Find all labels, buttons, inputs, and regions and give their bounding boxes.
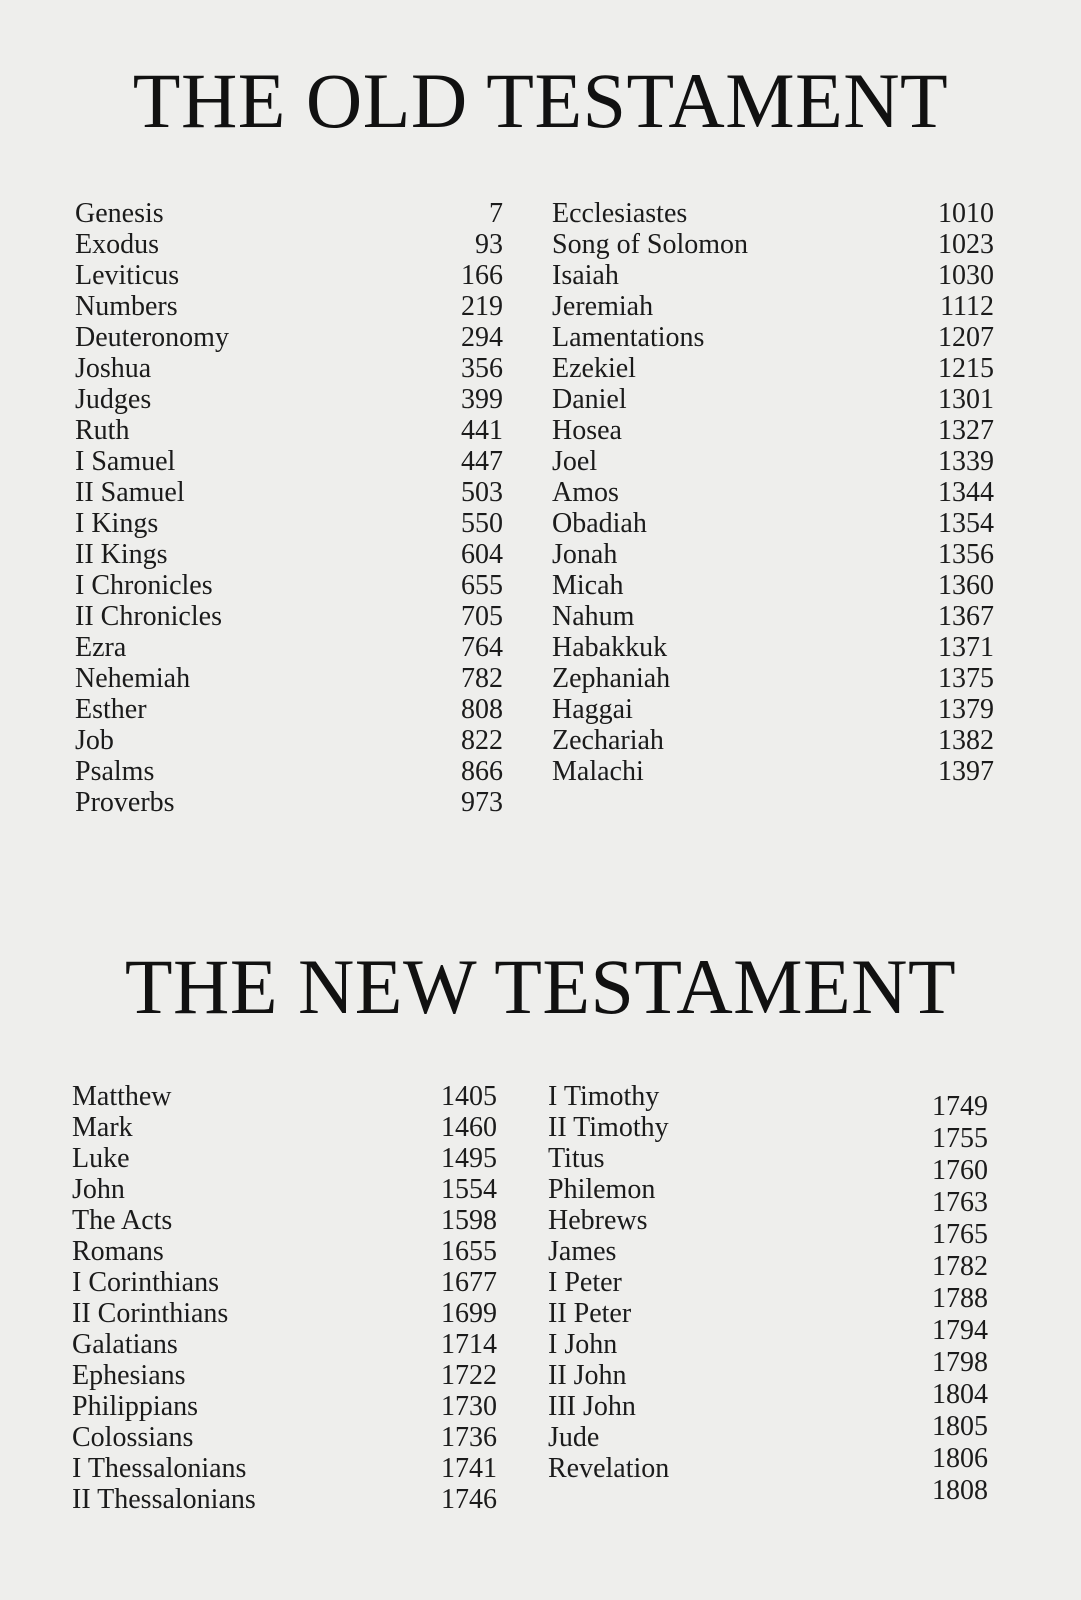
book-name: Proverbs	[75, 787, 175, 818]
page-number: 356	[461, 353, 503, 384]
book-name: Titus	[548, 1143, 605, 1174]
page-number: 1804	[932, 1379, 988, 1410]
book-row	[552, 632, 994, 663]
page-number: 1755	[932, 1123, 988, 1154]
book-row	[552, 663, 994, 694]
book-name: Deuteronomy	[75, 322, 229, 353]
book-name: Hosea	[552, 415, 622, 446]
book-name: II Thessalonians	[72, 1484, 256, 1515]
page-row	[860, 1187, 988, 1219]
page-number: 1327	[938, 415, 994, 446]
book-name: Ecclesiastes	[552, 198, 688, 229]
book-name: II Timothy	[548, 1112, 669, 1143]
page-number: 550	[461, 508, 503, 539]
page-row	[860, 1091, 988, 1123]
page-number: 1655	[441, 1236, 497, 1267]
book-name: Micah	[552, 570, 624, 601]
book-row	[552, 198, 994, 229]
page-number: 447	[461, 446, 503, 477]
book-row	[548, 1112, 748, 1143]
page-row	[860, 1379, 988, 1411]
book-name: II Peter	[548, 1298, 632, 1329]
page-number: 93	[475, 229, 503, 260]
book-row	[552, 322, 994, 353]
book-name: Psalms	[75, 756, 155, 787]
book-name: Amos	[552, 477, 619, 508]
page-row	[860, 1475, 988, 1507]
page-number: 1030	[938, 260, 994, 291]
book-name: Galatians	[72, 1329, 178, 1360]
page-number: 1736	[441, 1422, 497, 1453]
book-name: Habakkuk	[552, 632, 668, 663]
book-row	[75, 229, 503, 260]
book-name: II Chronicles	[75, 601, 222, 632]
page-number: 219	[461, 291, 503, 322]
page-row	[860, 1219, 988, 1251]
book-row	[548, 1174, 748, 1205]
new-testament-left-column	[72, 1081, 497, 1515]
page-number: 1023	[938, 229, 994, 260]
page-row	[860, 1443, 988, 1475]
book-name: I John	[548, 1329, 618, 1360]
page-number: 503	[461, 477, 503, 508]
book-name: II Corinthians	[72, 1298, 229, 1329]
book-row	[72, 1267, 497, 1298]
page-number: 1010	[938, 198, 994, 229]
page-number: 1741	[441, 1453, 497, 1484]
book-row	[552, 415, 994, 446]
book-row	[75, 756, 503, 787]
book-row	[552, 508, 994, 539]
book-row	[548, 1391, 748, 1422]
book-row	[552, 539, 994, 570]
page-number: 1788	[932, 1283, 988, 1314]
book-row	[552, 446, 994, 477]
page-number: 1794	[932, 1315, 988, 1346]
book-row	[72, 1112, 497, 1143]
book-name: Ephesians	[72, 1360, 186, 1391]
book-row	[75, 508, 503, 539]
book-name: Colossians	[72, 1422, 194, 1453]
book-row	[552, 756, 994, 787]
book-name: Joel	[552, 446, 598, 477]
book-row	[75, 353, 503, 384]
book-row	[552, 477, 994, 508]
book-name: Ruth	[75, 415, 130, 446]
page-number: 1554	[441, 1174, 497, 1205]
old-testament-heading: THE OLD TESTAMENT	[132, 57, 949, 144]
page-number: 1460	[441, 1112, 497, 1143]
page-number: 1371	[938, 632, 994, 663]
page-row	[860, 1347, 988, 1379]
book-name: The Acts	[72, 1205, 173, 1236]
page-number: 1808	[932, 1475, 988, 1506]
book-row	[75, 570, 503, 601]
book-row	[72, 1360, 497, 1391]
book-row	[548, 1205, 748, 1236]
book-name: Numbers	[75, 291, 178, 322]
book-row	[552, 291, 994, 322]
page-number: 705	[461, 601, 503, 632]
book-name: Revelation	[548, 1453, 670, 1484]
page-number: 1677	[441, 1267, 497, 1298]
book-name: Esther	[75, 694, 147, 725]
page-number: 1495	[441, 1143, 497, 1174]
book-name: Judges	[75, 384, 152, 415]
page-number: 1730	[441, 1391, 497, 1422]
book-row	[75, 198, 503, 229]
page-number: 1301	[938, 384, 994, 415]
book-name: II John	[548, 1360, 627, 1391]
book-name: Genesis	[75, 198, 164, 229]
book-name: I Samuel	[75, 446, 176, 477]
book-name: Jeremiah	[552, 291, 654, 322]
old-testament-right-column	[552, 198, 994, 787]
book-row	[548, 1081, 748, 1112]
page-number: 1375	[938, 663, 994, 694]
page-number: 764	[461, 632, 503, 663]
book-row	[552, 260, 994, 291]
book-name: Philemon	[548, 1174, 656, 1205]
book-name: Leviticus	[75, 260, 180, 291]
book-row	[75, 260, 503, 291]
book-row	[552, 694, 994, 725]
book-name: Nehemiah	[75, 663, 191, 694]
page-number: 294	[461, 322, 503, 353]
book-name: II Samuel	[75, 477, 185, 508]
book-row	[548, 1298, 748, 1329]
book-row	[75, 539, 503, 570]
page-number: 1714	[441, 1329, 497, 1360]
book-row	[548, 1453, 748, 1484]
book-name: Malachi	[552, 756, 644, 787]
book-row	[75, 322, 503, 353]
book-row	[72, 1081, 497, 1112]
book-row	[72, 1391, 497, 1422]
book-name: Jude	[548, 1422, 600, 1453]
book-row	[548, 1329, 748, 1360]
page-number: 441	[461, 415, 503, 446]
book-row	[72, 1422, 497, 1453]
book-row	[75, 415, 503, 446]
book-row	[548, 1143, 748, 1174]
page-number: 1798	[932, 1347, 988, 1378]
book-name: Philippians	[72, 1391, 199, 1422]
page-row	[860, 1315, 988, 1347]
page-number: 1763	[932, 1187, 988, 1218]
book-row	[72, 1329, 497, 1360]
old-testament-left-column	[75, 198, 503, 818]
page-number: 1397	[938, 756, 994, 787]
book-name: Romans	[72, 1236, 164, 1267]
page-number: 166	[461, 260, 503, 291]
book-row	[75, 477, 503, 508]
book-row	[72, 1205, 497, 1236]
book-row	[75, 384, 503, 415]
page-number: 1806	[932, 1443, 988, 1474]
page-number: 1765	[932, 1219, 988, 1250]
book-name: Haggai	[552, 694, 633, 725]
page-number: 1749	[932, 1091, 988, 1122]
page-number: 973	[461, 787, 503, 818]
book-row	[75, 663, 503, 694]
page-number: 1339	[938, 446, 994, 477]
page-number: 655	[461, 570, 503, 601]
book-row	[548, 1422, 748, 1453]
book-name: Daniel	[552, 384, 627, 415]
page-number: 1354	[938, 508, 994, 539]
page-row	[860, 1411, 988, 1443]
book-row	[72, 1143, 497, 1174]
book-row	[72, 1484, 497, 1515]
book-name: I Kings	[75, 508, 159, 539]
book-name: Lamentations	[552, 322, 705, 353]
book-row	[552, 725, 994, 756]
book-name: II Kings	[75, 539, 168, 570]
book-name: Jonah	[552, 539, 618, 570]
new-testament-right-names	[548, 1081, 748, 1484]
page-number: 1405	[441, 1081, 497, 1112]
page-number: 782	[461, 663, 503, 694]
book-row	[552, 384, 994, 415]
page-number: 399	[461, 384, 503, 415]
new-testament-right-page-numbers	[860, 1091, 988, 1507]
book-name: I Peter	[548, 1267, 622, 1298]
page-number: 822	[461, 725, 503, 756]
book-row	[72, 1298, 497, 1329]
book-name: Nahum	[552, 601, 635, 632]
book-name: I Timothy	[548, 1081, 660, 1112]
book-name: Isaiah	[552, 260, 619, 291]
page-number: 1379	[938, 694, 994, 725]
page-row	[860, 1123, 988, 1155]
book-name: Joshua	[75, 353, 152, 384]
book-name: Matthew	[72, 1081, 172, 1112]
page-number: 1215	[938, 353, 994, 384]
book-name: Ezra	[75, 632, 127, 663]
book-row	[548, 1236, 748, 1267]
book-row	[552, 353, 994, 384]
book-name: Luke	[72, 1143, 130, 1174]
book-name: Song of Solomon	[552, 229, 749, 260]
book-name: I Corinthians	[72, 1267, 219, 1298]
page-number: 866	[461, 756, 503, 787]
page-number: 1367	[938, 601, 994, 632]
book-name: Zechariah	[552, 725, 664, 756]
book-name: Mark	[72, 1112, 133, 1143]
page-number: 1782	[932, 1251, 988, 1282]
page-number: 7	[489, 198, 503, 229]
page-number: 1112	[940, 291, 994, 322]
page-number: 1805	[932, 1411, 988, 1442]
book-row	[75, 446, 503, 477]
page-number: 1360	[938, 570, 994, 601]
book-row	[552, 601, 994, 632]
book-name: James	[548, 1236, 617, 1267]
page-number: 808	[461, 694, 503, 725]
page-number: 1207	[938, 322, 994, 353]
book-name: Job	[75, 725, 114, 756]
book-name: Exodus	[75, 229, 159, 260]
new-testament-heading: THE NEW TESTAMENT	[124, 943, 957, 1030]
page-number: 1344	[938, 477, 994, 508]
book-name: Obadiah	[552, 508, 647, 539]
book-row	[548, 1360, 748, 1391]
book-row	[552, 229, 994, 260]
book-name: I Thessalonians	[72, 1453, 247, 1484]
book-row	[75, 787, 503, 818]
page-row	[860, 1155, 988, 1187]
page-number: 604	[461, 539, 503, 570]
book-row	[72, 1453, 497, 1484]
book-row	[75, 725, 503, 756]
page-number: 1356	[938, 539, 994, 570]
book-row	[75, 632, 503, 663]
book-row	[75, 601, 503, 632]
book-name: John	[72, 1174, 125, 1205]
book-name: Zephaniah	[552, 663, 671, 694]
book-name: III John	[548, 1391, 636, 1422]
page-number: 1760	[932, 1155, 988, 1186]
book-row	[548, 1267, 748, 1298]
page-number: 1746	[441, 1484, 497, 1515]
page-number: 1598	[441, 1205, 497, 1236]
book-row	[75, 291, 503, 322]
book-row	[72, 1174, 497, 1205]
book-row	[75, 694, 503, 725]
book-row	[552, 570, 994, 601]
page-row	[860, 1251, 988, 1283]
page-number: 1699	[441, 1298, 497, 1329]
page-row	[860, 1283, 988, 1315]
page-number: 1382	[938, 725, 994, 756]
book-name: I Chronicles	[75, 570, 213, 601]
book-row	[72, 1236, 497, 1267]
book-name: Ezekiel	[552, 353, 636, 384]
page-number: 1722	[441, 1360, 497, 1391]
book-name: Hebrews	[548, 1205, 648, 1236]
